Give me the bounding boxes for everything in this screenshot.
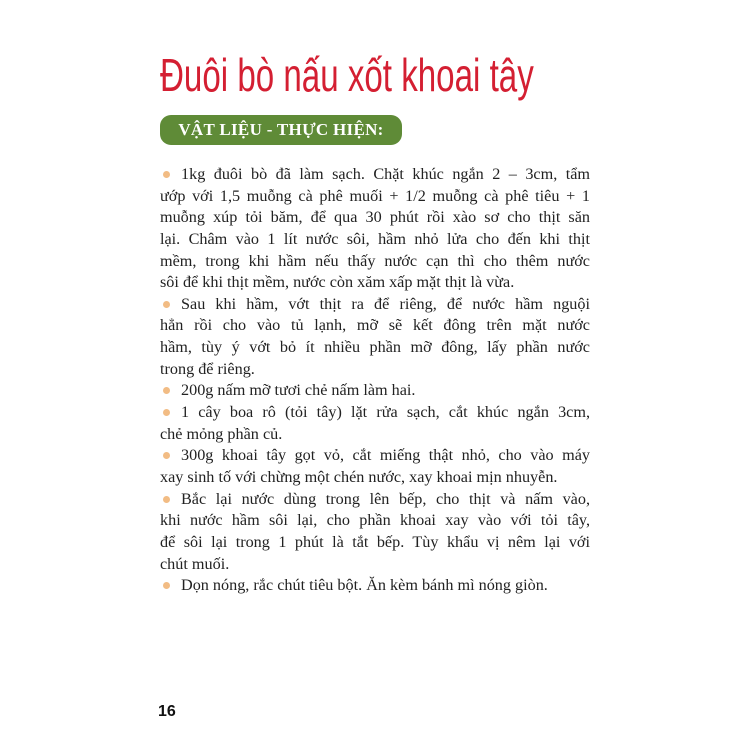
- list-item: [160, 380, 590, 402]
- bullet-icon: [163, 301, 170, 308]
- list-item: [160, 402, 590, 445]
- page-number: 16: [158, 703, 176, 720]
- bullet-icon: [163, 452, 170, 459]
- text-line: [160, 445, 590, 467]
- line-text: Dọn nóng, rắc chút tiêu bột. Ăn kèm bánh mì nóng giòn.: [181, 576, 548, 595]
- line-text: trong để riêng.: [160, 359, 255, 378]
- line-text: để sôi lại trong 1 phút là tắt bếp. Tùy khẩu vị nêm lại với: [160, 532, 590, 551]
- text-line: [160, 272, 590, 294]
- list-item: [160, 575, 590, 597]
- line-text: ướp với 1,5 muỗng cà phê muối + 1/2 muỗng cà phê tiêu + 1: [160, 186, 590, 205]
- bullet-icon: [163, 409, 170, 416]
- recipe-title: Đuôi bò nấu xốt khoai tây: [160, 49, 534, 101]
- section-heading-badge: [160, 115, 402, 145]
- text-line: [160, 575, 590, 597]
- section-heading: VẬT LIỆU - THỰC HIỆN:: [178, 120, 384, 139]
- line-text: 200g nấm mỡ tươi chẻ nấm làm hai.: [181, 381, 416, 400]
- text-line: [160, 467, 590, 489]
- text-line: [160, 510, 590, 532]
- line-text: 1 cây boa rô (tỏi tây) lặt rửa sạch, cắt khúc ngắn 3cm,: [181, 403, 590, 422]
- text-line: [160, 229, 590, 251]
- line-text: 300g khoai tây gọt vỏ, cắt miếng thật nhỏ, cho vào máy: [181, 446, 590, 465]
- text-line: [160, 186, 590, 208]
- line-text: hẳn rồi cho vào tủ lạnh, mỡ sẽ kết đông trên mặt nước: [160, 316, 590, 335]
- text-line: [160, 251, 590, 273]
- bullet-icon: [163, 496, 170, 503]
- text-line: [160, 315, 590, 337]
- line-text: chút muối.: [160, 554, 230, 573]
- line-text: muỗng xúp tỏi băm, để qua 30 phút rồi xào sơ cho thịt săn: [160, 208, 590, 227]
- list-item: [160, 294, 590, 381]
- bullet-icon: [163, 387, 170, 394]
- list-item: [160, 489, 590, 576]
- text-line: [160, 337, 590, 359]
- text-line: [160, 424, 590, 446]
- text-line: [160, 532, 590, 554]
- list-item: [160, 445, 590, 488]
- line-text: chẻ mỏng phần củ.: [160, 424, 283, 443]
- line-text: Sau khi hầm, vớt thịt ra để riêng, để nước hầm nguội: [181, 294, 590, 313]
- text-line: [160, 207, 590, 229]
- line-text: lại. Châm vào 1 lít nước sôi, hầm nhỏ lửa cho đến khi thịt: [160, 229, 590, 248]
- list-item: [160, 164, 590, 294]
- line-text: mềm, trong khi hầm nếu thấy nước cạn thì cho thêm nước: [160, 251, 590, 270]
- line-text: sôi để khi thịt mềm, nước còn xăm xấp mặt thịt là vừa.: [160, 273, 515, 292]
- line-text: khi nước hầm sôi lại, cho phần khoai xay vào với tỏi tây,: [160, 511, 590, 530]
- text-line: [160, 489, 590, 511]
- text-line: [160, 554, 590, 576]
- text-line: [160, 164, 590, 186]
- line-text: hầm, tùy ý vớt bỏ ít nhiều phần mỡ đông, lấy phần nước: [160, 338, 590, 357]
- bullet-icon: [163, 582, 170, 589]
- text-line: [160, 294, 590, 316]
- line-text: Bắc lại nước dùng trong lên bếp, cho thịt và nấm vào,: [181, 489, 590, 508]
- text-line: [160, 380, 590, 402]
- text-line: [160, 359, 590, 381]
- text-line: [160, 402, 590, 424]
- line-text: 1kg đuôi bò đã làm sạch. Chặt khúc ngắn 2 – 3cm, tẩm: [181, 165, 590, 183]
- recipe-body: [160, 164, 590, 597]
- line-text: xay sinh tố với chừng một chén nước, xay khoai mịn nhuyễn.: [160, 467, 558, 486]
- bullet-icon: [163, 171, 170, 178]
